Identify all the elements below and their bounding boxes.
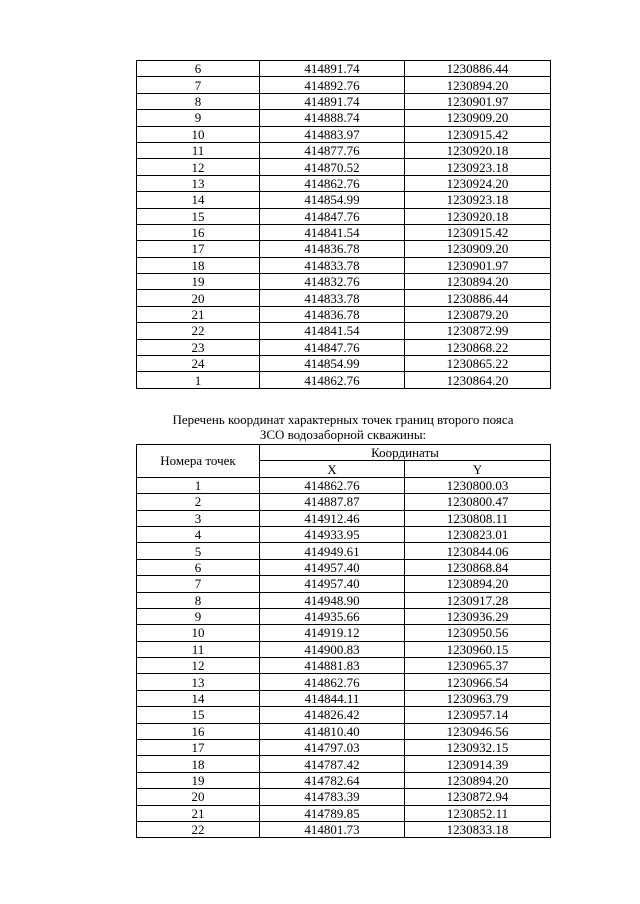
table-row bbox=[137, 559, 551, 575]
table-row bbox=[137, 306, 551, 322]
x-coordinate-cell: 414787.42 bbox=[260, 756, 405, 772]
x-coordinate-cell: 414892.76 bbox=[260, 77, 405, 93]
coordinates-table-body bbox=[137, 477, 551, 838]
point-number-cell: 10 bbox=[137, 126, 260, 142]
table-row bbox=[137, 772, 551, 788]
table-row bbox=[137, 126, 551, 142]
point-number-cell: 10 bbox=[137, 625, 260, 641]
coordinates-table-first-belt bbox=[136, 60, 551, 389]
x-coordinate-cell: 414832.76 bbox=[260, 274, 405, 290]
point-number-cell: 12 bbox=[137, 159, 260, 175]
table-row bbox=[137, 224, 551, 240]
x-coordinate-cell: 414887.87 bbox=[260, 494, 405, 510]
x-coordinate-cell: 414891.74 bbox=[260, 93, 405, 109]
table-row bbox=[137, 641, 551, 657]
table-row bbox=[137, 208, 551, 224]
table-row bbox=[137, 576, 551, 592]
table-row bbox=[137, 608, 551, 624]
x-coordinate-cell: 414854.99 bbox=[260, 356, 405, 372]
table-row bbox=[137, 789, 551, 805]
y-coordinate-cell: 1230886.44 bbox=[405, 290, 551, 306]
x-coordinate-cell: 414836.78 bbox=[260, 241, 405, 257]
x-coordinate-cell: 414870.52 bbox=[260, 159, 405, 175]
point-number-cell: 15 bbox=[137, 707, 260, 723]
point-number-cell: 7 bbox=[137, 77, 260, 93]
table-row bbox=[137, 674, 551, 690]
y-coordinate-cell: 1230864.20 bbox=[405, 372, 551, 388]
x-coordinate-cell: 414912.46 bbox=[260, 510, 405, 526]
point-number-cell: 8 bbox=[137, 93, 260, 109]
y-coordinate-cell: 1230844.06 bbox=[405, 543, 551, 559]
x-coordinate-cell: 414862.76 bbox=[260, 372, 405, 388]
y-coordinate-cell: 1230872.94 bbox=[405, 789, 551, 805]
x-coordinate-cell: 414782.64 bbox=[260, 772, 405, 788]
y-coordinate-cell: 1230963.79 bbox=[405, 690, 551, 706]
y-coordinate-cell: 1230865.22 bbox=[405, 356, 551, 372]
table-row bbox=[137, 175, 551, 191]
table-row bbox=[137, 323, 551, 339]
coordinates-table-second-belt bbox=[136, 444, 551, 838]
y-coordinate-cell: 1230901.97 bbox=[405, 93, 551, 109]
point-number-cell: 1 bbox=[137, 372, 260, 388]
y-coordinate-cell: 1230909.20 bbox=[405, 110, 551, 126]
y-coordinate-cell: 1230894.20 bbox=[405, 576, 551, 592]
table-row bbox=[137, 690, 551, 706]
y-coordinate-cell: 1230915.42 bbox=[405, 224, 551, 240]
point-number-cell: 7 bbox=[137, 576, 260, 592]
x-coordinate-cell: 414847.76 bbox=[260, 208, 405, 224]
point-number-cell: 3 bbox=[137, 510, 260, 526]
point-number-cell: 17 bbox=[137, 241, 260, 257]
table-row bbox=[137, 61, 551, 77]
x-coordinate-cell: 414783.39 bbox=[260, 789, 405, 805]
point-number-cell: 16 bbox=[137, 224, 260, 240]
x-coordinate-cell: 414789.85 bbox=[260, 805, 405, 821]
points-column-header: Номера точек bbox=[137, 445, 260, 478]
point-number-cell: 20 bbox=[137, 789, 260, 805]
table-row bbox=[137, 372, 551, 388]
table-row bbox=[137, 625, 551, 641]
x-coordinate-cell: 414888.74 bbox=[260, 110, 405, 126]
table-row bbox=[137, 543, 551, 559]
x-coordinate-cell: 414935.66 bbox=[260, 608, 405, 624]
x-coordinate-cell: 414836.78 bbox=[260, 306, 405, 322]
y-coordinate-cell: 1230950.56 bbox=[405, 625, 551, 641]
coordinates-table-body bbox=[137, 61, 551, 389]
table-row bbox=[137, 740, 551, 756]
table-row bbox=[137, 241, 551, 257]
x-coordinate-cell: 414847.76 bbox=[260, 339, 405, 355]
x-coordinate-cell: 414833.78 bbox=[260, 290, 405, 306]
table-row bbox=[137, 756, 551, 772]
y-coordinate-cell: 1230923.18 bbox=[405, 192, 551, 208]
point-number-cell: 1 bbox=[137, 477, 260, 493]
point-number-cell: 14 bbox=[137, 192, 260, 208]
y-coordinate-cell: 1230932.15 bbox=[405, 740, 551, 756]
table-row bbox=[137, 257, 551, 273]
table-row bbox=[137, 290, 551, 306]
point-number-cell: 22 bbox=[137, 323, 260, 339]
table-row bbox=[137, 93, 551, 109]
point-number-cell: 9 bbox=[137, 608, 260, 624]
y-coordinate-cell: 1230852.11 bbox=[405, 805, 551, 821]
x-coordinate-cell: 414883.97 bbox=[260, 126, 405, 142]
x-coordinate-cell: 414810.40 bbox=[260, 723, 405, 739]
y-coordinate-cell: 1230868.22 bbox=[405, 339, 551, 355]
table-row bbox=[137, 707, 551, 723]
x-coordinate-cell: 414801.73 bbox=[260, 821, 405, 837]
x-coordinate-cell: 414933.95 bbox=[260, 526, 405, 542]
x-coordinate-cell: 414841.54 bbox=[260, 323, 405, 339]
y-coordinate-cell: 1230901.97 bbox=[405, 257, 551, 273]
y-coordinate-cell: 1230923.18 bbox=[405, 159, 551, 175]
y-coordinate-cell: 1230800.47 bbox=[405, 494, 551, 510]
coordinates-column-header: Координаты bbox=[260, 445, 551, 461]
y-coordinate-cell: 1230920.18 bbox=[405, 208, 551, 224]
y-coordinate-cell: 1230914.39 bbox=[405, 756, 551, 772]
table-row bbox=[137, 510, 551, 526]
point-number-cell: 23 bbox=[137, 339, 260, 355]
y-coordinate-cell: 1230957.14 bbox=[405, 707, 551, 723]
x-coordinate-cell: 414854.99 bbox=[260, 192, 405, 208]
y-coordinate-cell: 1230909.20 bbox=[405, 241, 551, 257]
point-number-cell: 9 bbox=[137, 110, 260, 126]
table-row bbox=[137, 494, 551, 510]
table-row bbox=[137, 805, 551, 821]
y-coordinate-cell: 1230965.37 bbox=[405, 658, 551, 674]
x-coordinate-cell: 414844.11 bbox=[260, 690, 405, 706]
x-coordinate-cell: 414797.03 bbox=[260, 740, 405, 756]
table-row bbox=[137, 159, 551, 175]
x-coordinate-cell: 414826.42 bbox=[260, 707, 405, 723]
x-coordinate-cell: 414957.40 bbox=[260, 576, 405, 592]
point-number-cell: 17 bbox=[137, 740, 260, 756]
y-coordinate-cell: 1230868.84 bbox=[405, 559, 551, 575]
y-coordinate-cell: 1230894.20 bbox=[405, 77, 551, 93]
y-coordinate-cell: 1230886.44 bbox=[405, 61, 551, 77]
point-number-cell: 11 bbox=[137, 142, 260, 158]
y-coordinate-cell: 1230808.11 bbox=[405, 510, 551, 526]
y-coordinate-cell: 1230800.03 bbox=[405, 477, 551, 493]
x-coordinate-cell: 414877.76 bbox=[260, 142, 405, 158]
y-coordinate-cell: 1230833.18 bbox=[405, 821, 551, 837]
table-header bbox=[137, 445, 551, 478]
point-number-cell: 18 bbox=[137, 257, 260, 273]
caption-line-2: ЗСО водозаборной скважины: bbox=[259, 427, 427, 442]
table-row bbox=[137, 274, 551, 290]
x-coordinate-cell: 414948.90 bbox=[260, 592, 405, 608]
x-coordinate-cell: 414862.76 bbox=[260, 674, 405, 690]
y-coordinate-cell: 1230966.54 bbox=[405, 674, 551, 690]
y-coordinate-cell: 1230960.15 bbox=[405, 641, 551, 657]
x-coordinate-cell: 414949.61 bbox=[260, 543, 405, 559]
x-coordinate-cell: 414919.12 bbox=[260, 625, 405, 641]
caption-line-1: Перечень координат характерных точек границ второго пояса bbox=[172, 412, 514, 427]
x-coordinate-cell: 414833.78 bbox=[260, 257, 405, 273]
point-number-cell: 22 bbox=[137, 821, 260, 837]
point-number-cell: 13 bbox=[137, 175, 260, 191]
table-row bbox=[137, 339, 551, 355]
table-row bbox=[137, 142, 551, 158]
point-number-cell: 2 bbox=[137, 494, 260, 510]
second-belt-caption bbox=[136, 412, 550, 442]
point-number-cell: 20 bbox=[137, 290, 260, 306]
point-number-cell: 4 bbox=[137, 526, 260, 542]
table-row bbox=[137, 192, 551, 208]
point-number-cell: 21 bbox=[137, 306, 260, 322]
x-coordinate-cell: 414881.83 bbox=[260, 658, 405, 674]
point-number-cell: 21 bbox=[137, 805, 260, 821]
point-number-cell: 24 bbox=[137, 356, 260, 372]
point-number-cell: 5 bbox=[137, 543, 260, 559]
point-number-cell: 14 bbox=[137, 690, 260, 706]
point-number-cell: 11 bbox=[137, 641, 260, 657]
y-coordinate-cell: 1230894.20 bbox=[405, 274, 551, 290]
point-number-cell: 6 bbox=[137, 559, 260, 575]
point-number-cell: 6 bbox=[137, 61, 260, 77]
point-number-cell: 15 bbox=[137, 208, 260, 224]
y-coordinate-cell: 1230879.20 bbox=[405, 306, 551, 322]
y-coordinate-cell: 1230924.20 bbox=[405, 175, 551, 191]
table-header-row bbox=[137, 445, 551, 461]
table-row bbox=[137, 658, 551, 674]
point-number-cell: 13 bbox=[137, 674, 260, 690]
table-row bbox=[137, 477, 551, 493]
x-coordinate-cell: 414841.54 bbox=[260, 224, 405, 240]
table-row bbox=[137, 77, 551, 93]
table-row bbox=[137, 356, 551, 372]
point-number-cell: 18 bbox=[137, 756, 260, 772]
table-row bbox=[137, 592, 551, 608]
y-coordinate-cell: 1230872.99 bbox=[405, 323, 551, 339]
y-coordinate-cell: 1230946.56 bbox=[405, 723, 551, 739]
x-coordinate-cell: 414862.76 bbox=[260, 175, 405, 191]
y-coordinate-cell: 1230920.18 bbox=[405, 142, 551, 158]
x-coordinate-cell: 414862.76 bbox=[260, 477, 405, 493]
table-row bbox=[137, 110, 551, 126]
table-row bbox=[137, 821, 551, 837]
point-number-cell: 12 bbox=[137, 658, 260, 674]
y-coordinate-cell: 1230915.42 bbox=[405, 126, 551, 142]
x-coordinate-cell: 414891.74 bbox=[260, 61, 405, 77]
point-number-cell: 19 bbox=[137, 772, 260, 788]
y-column-header: Y bbox=[405, 461, 551, 477]
point-number-cell: 8 bbox=[137, 592, 260, 608]
table-row bbox=[137, 526, 551, 542]
x-column-header: X bbox=[260, 461, 405, 477]
table-row bbox=[137, 723, 551, 739]
point-number-cell: 19 bbox=[137, 274, 260, 290]
y-coordinate-cell: 1230917.28 bbox=[405, 592, 551, 608]
y-coordinate-cell: 1230894.20 bbox=[405, 772, 551, 788]
x-coordinate-cell: 414900.83 bbox=[260, 641, 405, 657]
x-coordinate-cell: 414957.40 bbox=[260, 559, 405, 575]
y-coordinate-cell: 1230936.29 bbox=[405, 608, 551, 624]
y-coordinate-cell: 1230823.01 bbox=[405, 526, 551, 542]
point-number-cell: 16 bbox=[137, 723, 260, 739]
